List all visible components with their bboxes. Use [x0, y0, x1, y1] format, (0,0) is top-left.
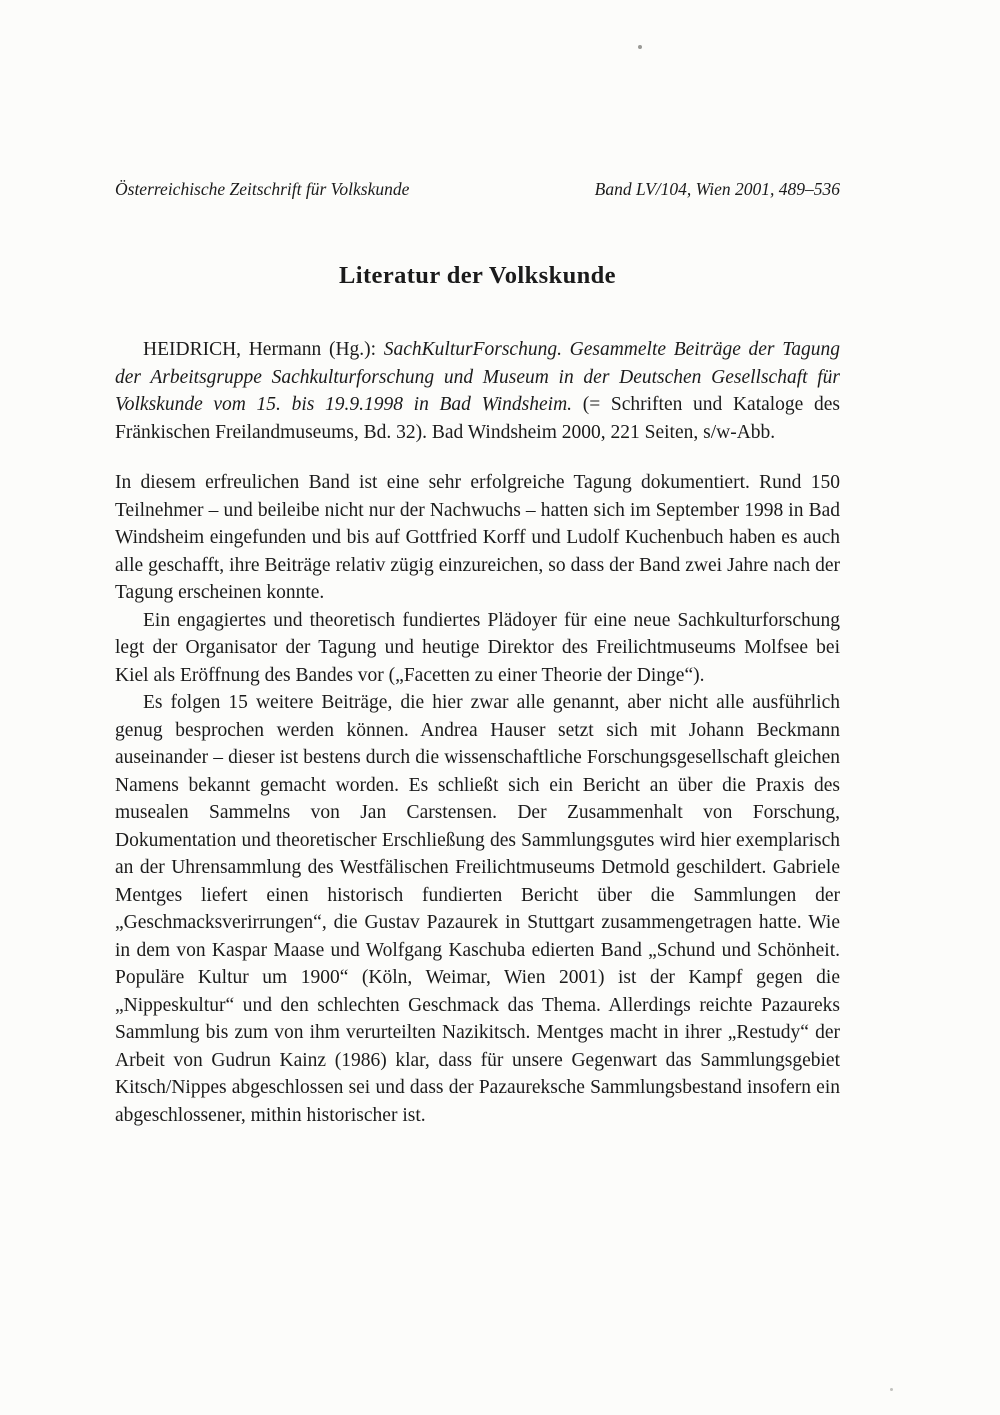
- bib-work-title: SachKulturForschung. Gesammelte Beiträge der Tagung der Arbeitsgruppe Sachkulturforschung und Museum in der Deutschen Gesellschaft für Volkskunde vom 15. bis 19.9.1998 in Bad Windsheim.: [115, 339, 840, 415]
- bib-author: HEIDRICH, Hermann (Hg.):: [143, 339, 384, 360]
- section-title: Literatur der Volkskunde: [339, 262, 616, 289]
- review-paragraph: In diesem erfreulichen Band ist eine sehr erfolgreiche Tagung dokumentiert. Rund 150 Teilnehmer – und beileibe nicht nur der Nachwuchs – hatten sich im September 1998 in Bad Windsheim eingefunden und bis auf Gottfried Korff und Ludolf Kuchenbuch haben es auch alle geschafft, ihre Beiträge relativ zügig einzureichen, so dass der Band zwei Jahre nach der Tagung erscheinen konnte.: [115, 472, 840, 603]
- bib-publication: (= Schriften und Kataloge des Fränkischen Freilandmuseums, Bd. 32). Bad Windsheim 2000, 221 Seiten, s/w-Abb.: [115, 394, 840, 443]
- scan-speck-icon: [638, 45, 642, 49]
- issue-info: Band LV/104, Wien 2001, 489–536: [594, 179, 840, 199]
- scan-speck-icon: [890, 1388, 893, 1391]
- running-head: [115, 178, 840, 200]
- review-paragraph: Es folgen 15 weitere Beiträge, die hier zwar alle genannt, aber nicht alle ausführlich genug besprochen werden können. Andrea Hauser setzt sich mit Johann Beckmann auseinander – dieser ist bestens durch die wissenschaftliche Forschungsgesellschaft gleichen Namens bekannt gemacht worden. Es schließt sich ein Bericht an über die Praxis des musealen Sammelns von Jan Carstensen. Der Zusammenhalt von Forschung, Dokumentation und theoretischer Erschließung des Sammlungsgutes wird hier exemplarisch an der Uhrensammlung des Westfälischen Freilichtmuseums Detmold geschildert. Gabriele Mentges liefert einen historisch fundierten Bericht über die Sammlungen der „Geschmacksverirrungen“, die Gustav Pazaurek in Stuttgart zusammengetragen hatte. Wie in dem von Kaspar Maase und Wolfgang Kaschuba edierten Band „Schund und Schönheit. Populäre Kultur um 1900“ (Köln, Weimar, Wien 2001) ist der Kampf gegen die „Nippeskultur“ und den schlechten Geschmack das Thema. Allerdings reichte Pazaureks Sammlung bis zum von ihm verurteilten Nazikitsch. Mentges macht in ihrer „Restudy“ der Arbeit von Gudrun Kainz (1986) klar, dass für unsere Gegenwart das Sammlungsgebiet Kitsch/Nippes abgeschlossen sei und dass der Pazaureksche Sammlungsbestand insofern ein abgeschlossener, mithin historischer ist.: [115, 692, 840, 1126]
- journal-name: Österreichische Zeitschrift für Volkskunde: [115, 179, 410, 199]
- bibliography-entry: [115, 336, 840, 446]
- review-paragraph: Ein engagiertes und theoretisch fundiertes Plädoyer für eine neue Sachkulturforschung legt der Organisator der Tagung und heutige Direktor des Freilichtmuseums Molfsee bei Kiel als Eröffnung des Bandes vor („Facetten zu einer Theorie der Dinge“).: [115, 609, 840, 686]
